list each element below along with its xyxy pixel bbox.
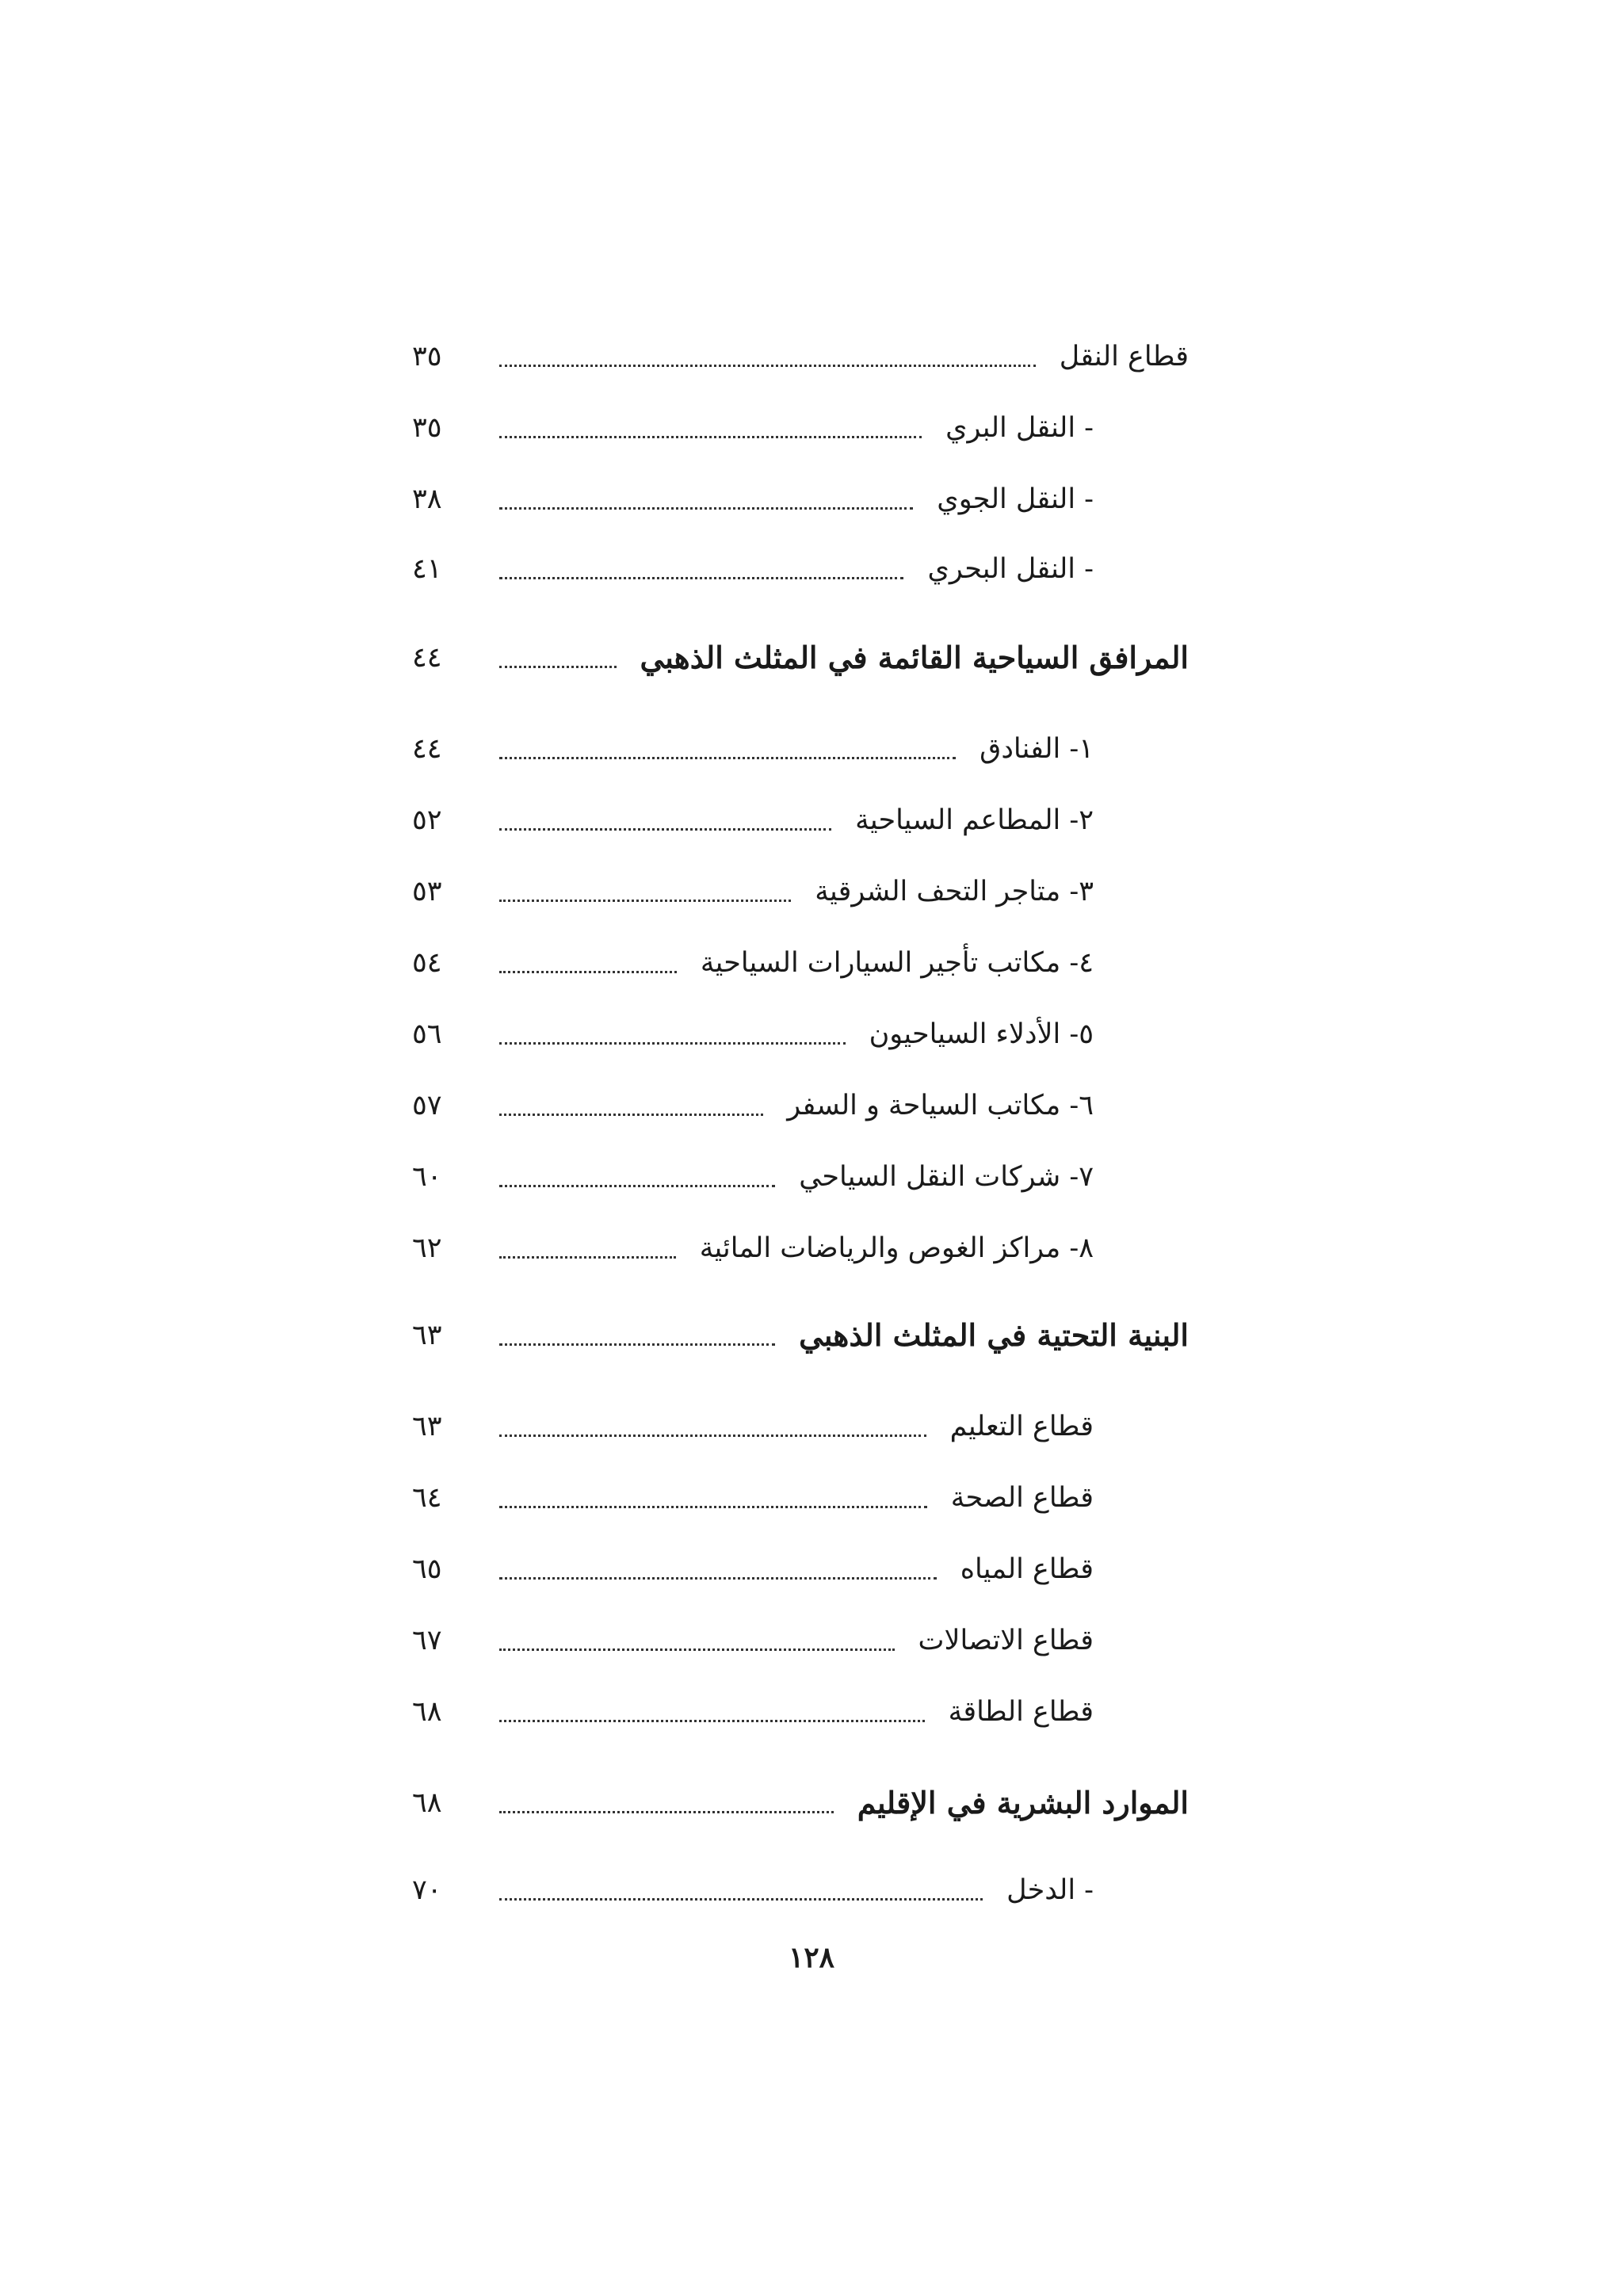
toc-dot-leader [499, 828, 831, 831]
toc-entry-sub[interactable] [412, 1145, 1205, 1209]
toc-entry-sub[interactable] [412, 789, 1205, 852]
toc-entry-title: ٣- متاجر التحف الشرقية [807, 860, 1094, 923]
toc-entry-title: - النقل البحري [920, 537, 1094, 601]
toc-dot-leader [499, 1343, 775, 1346]
toc-entry-page-number: ٤١ [412, 553, 442, 585]
toc-dot-leader [499, 1435, 926, 1437]
toc-entry-title: - النقل الجوي [929, 468, 1094, 531]
toc-entry-heading[interactable] [412, 626, 1205, 690]
toc-entry-page-number: ٦٢ [412, 1232, 442, 1264]
toc-entry-page-number: ٥٣ [412, 876, 442, 907]
toc-dot-leader [499, 436, 922, 438]
toc-entry-title: ٤- مكاتب تأجير السيارات السياحية [693, 931, 1094, 995]
toc-entry-sub[interactable] [412, 537, 1205, 601]
toc-entry-page-number: ٥٢ [412, 804, 442, 836]
toc-entry-page-number: ٦٥ [412, 1553, 442, 1585]
toc-dot-leader [499, 1811, 834, 1813]
toc-entry-title: - النقل البري [938, 396, 1094, 460]
toc-entry-page-number: ٦٧ [412, 1625, 442, 1656]
toc-entry-page-number: ٤٤ [412, 642, 442, 674]
toc-entry-title: قطاع المياه [953, 1538, 1094, 1601]
toc-dot-leader [499, 577, 903, 579]
toc-entry-heading[interactable] [412, 1771, 1205, 1835]
toc-entry-sub[interactable] [412, 1538, 1205, 1601]
toc-entry-sub[interactable] [412, 1074, 1205, 1137]
toc-dot-leader [499, 1720, 925, 1722]
toc-entry-sub[interactable] [412, 1217, 1205, 1280]
toc-dot-leader [499, 666, 617, 668]
toc-entry-page-number: ٦٣ [412, 1320, 442, 1351]
toc-entry-page-number: ٣٥ [412, 341, 442, 372]
toc-dot-leader [499, 971, 677, 973]
toc-entry-sub[interactable] [412, 717, 1205, 781]
toc-entry-page-number: ٦٤ [412, 1482, 442, 1514]
toc-dot-leader [499, 1898, 983, 1901]
toc-entry-page-number: ٣٨ [412, 483, 442, 515]
toc-entry-page-number: ٥٤ [412, 947, 442, 979]
toc-entry-title: قطاع الصحة [943, 1466, 1094, 1530]
toc-entry-title: قطاع الطاقة [941, 1680, 1094, 1744]
toc-entry-title: ٥- الأدلاء السياحيون [861, 1003, 1094, 1066]
toc-entry-title: ٨- مراكز الغوص والرياضات المائية [692, 1217, 1094, 1280]
toc-entry-sub[interactable] [412, 860, 1205, 923]
toc-dot-leader [499, 365, 1036, 367]
toc-dot-leader [499, 1114, 763, 1116]
toc-dot-leader [499, 507, 913, 510]
toc-entry-title: ١- الفنادق [972, 717, 1094, 781]
toc-entry-page-number: ٦٨ [412, 1696, 442, 1728]
toc-entry-page-number: ٦٨ [412, 1787, 442, 1819]
toc-entry-sub[interactable] [412, 1680, 1205, 1744]
toc-dot-leader [499, 1577, 937, 1580]
toc-entry-sub[interactable] [412, 1395, 1205, 1458]
toc-entry-sub[interactable] [412, 396, 1205, 460]
toc-entry-title: قطاع التعليم [942, 1395, 1094, 1458]
toc-dot-leader [499, 900, 791, 902]
toc-entry-sub[interactable] [412, 1609, 1205, 1672]
toc-entry-page-number: ٦٠ [412, 1161, 442, 1193]
toc-dot-leader [499, 757, 956, 759]
toc-dot-leader [499, 1185, 775, 1187]
toc-entry-sub[interactable] [412, 1859, 1205, 1922]
toc-entry-page-number: ٣٥ [412, 412, 442, 444]
toc-entry-title: البنية التحتية في المثلث الذهبي [791, 1304, 1189, 1367]
toc-dot-leader [499, 1042, 846, 1045]
toc-dot-leader [499, 1506, 927, 1508]
toc-entry-title: المرافق السياحية القائمة في المثلث الذهبي [632, 626, 1189, 690]
toc-entry-page-number: ٥٦ [412, 1018, 442, 1050]
toc-entry-title: قطاع النقل [1052, 325, 1189, 388]
toc-entry-page-number: ٧٠ [412, 1874, 442, 1906]
toc-entry-title: ٧- شركات النقل السياحي [791, 1145, 1094, 1209]
toc-entry-page-number: ٦٣ [412, 1411, 442, 1442]
toc-entry-title: - الدخل [999, 1859, 1094, 1922]
toc-entry-title: ٢- المطاعم السياحية [847, 789, 1094, 852]
toc-entry-title: قطاع الاتصالات [911, 1609, 1094, 1672]
toc-entry-title: الموارد البشرية في الإقليم [850, 1771, 1189, 1835]
toc-entry-title: ٦- مكاتب السياحة و السفر [779, 1074, 1094, 1137]
toc-entry-page-number: ٥٧ [412, 1090, 442, 1121]
toc-entry-heading[interactable] [412, 1304, 1205, 1367]
toc-entry-sub[interactable] [412, 468, 1205, 531]
toc-dot-leader [499, 1256, 676, 1259]
toc-dot-leader [499, 1648, 895, 1651]
toc-entry-page-number: ٤٤ [412, 733, 442, 765]
toc-entry-section[interactable] [412, 325, 1205, 388]
page-number: ١٢٨ [788, 1941, 834, 1974]
toc-entry-sub[interactable] [412, 1003, 1205, 1066]
toc-entry-sub[interactable] [412, 1466, 1205, 1530]
toc-entry-sub[interactable] [412, 931, 1205, 995]
